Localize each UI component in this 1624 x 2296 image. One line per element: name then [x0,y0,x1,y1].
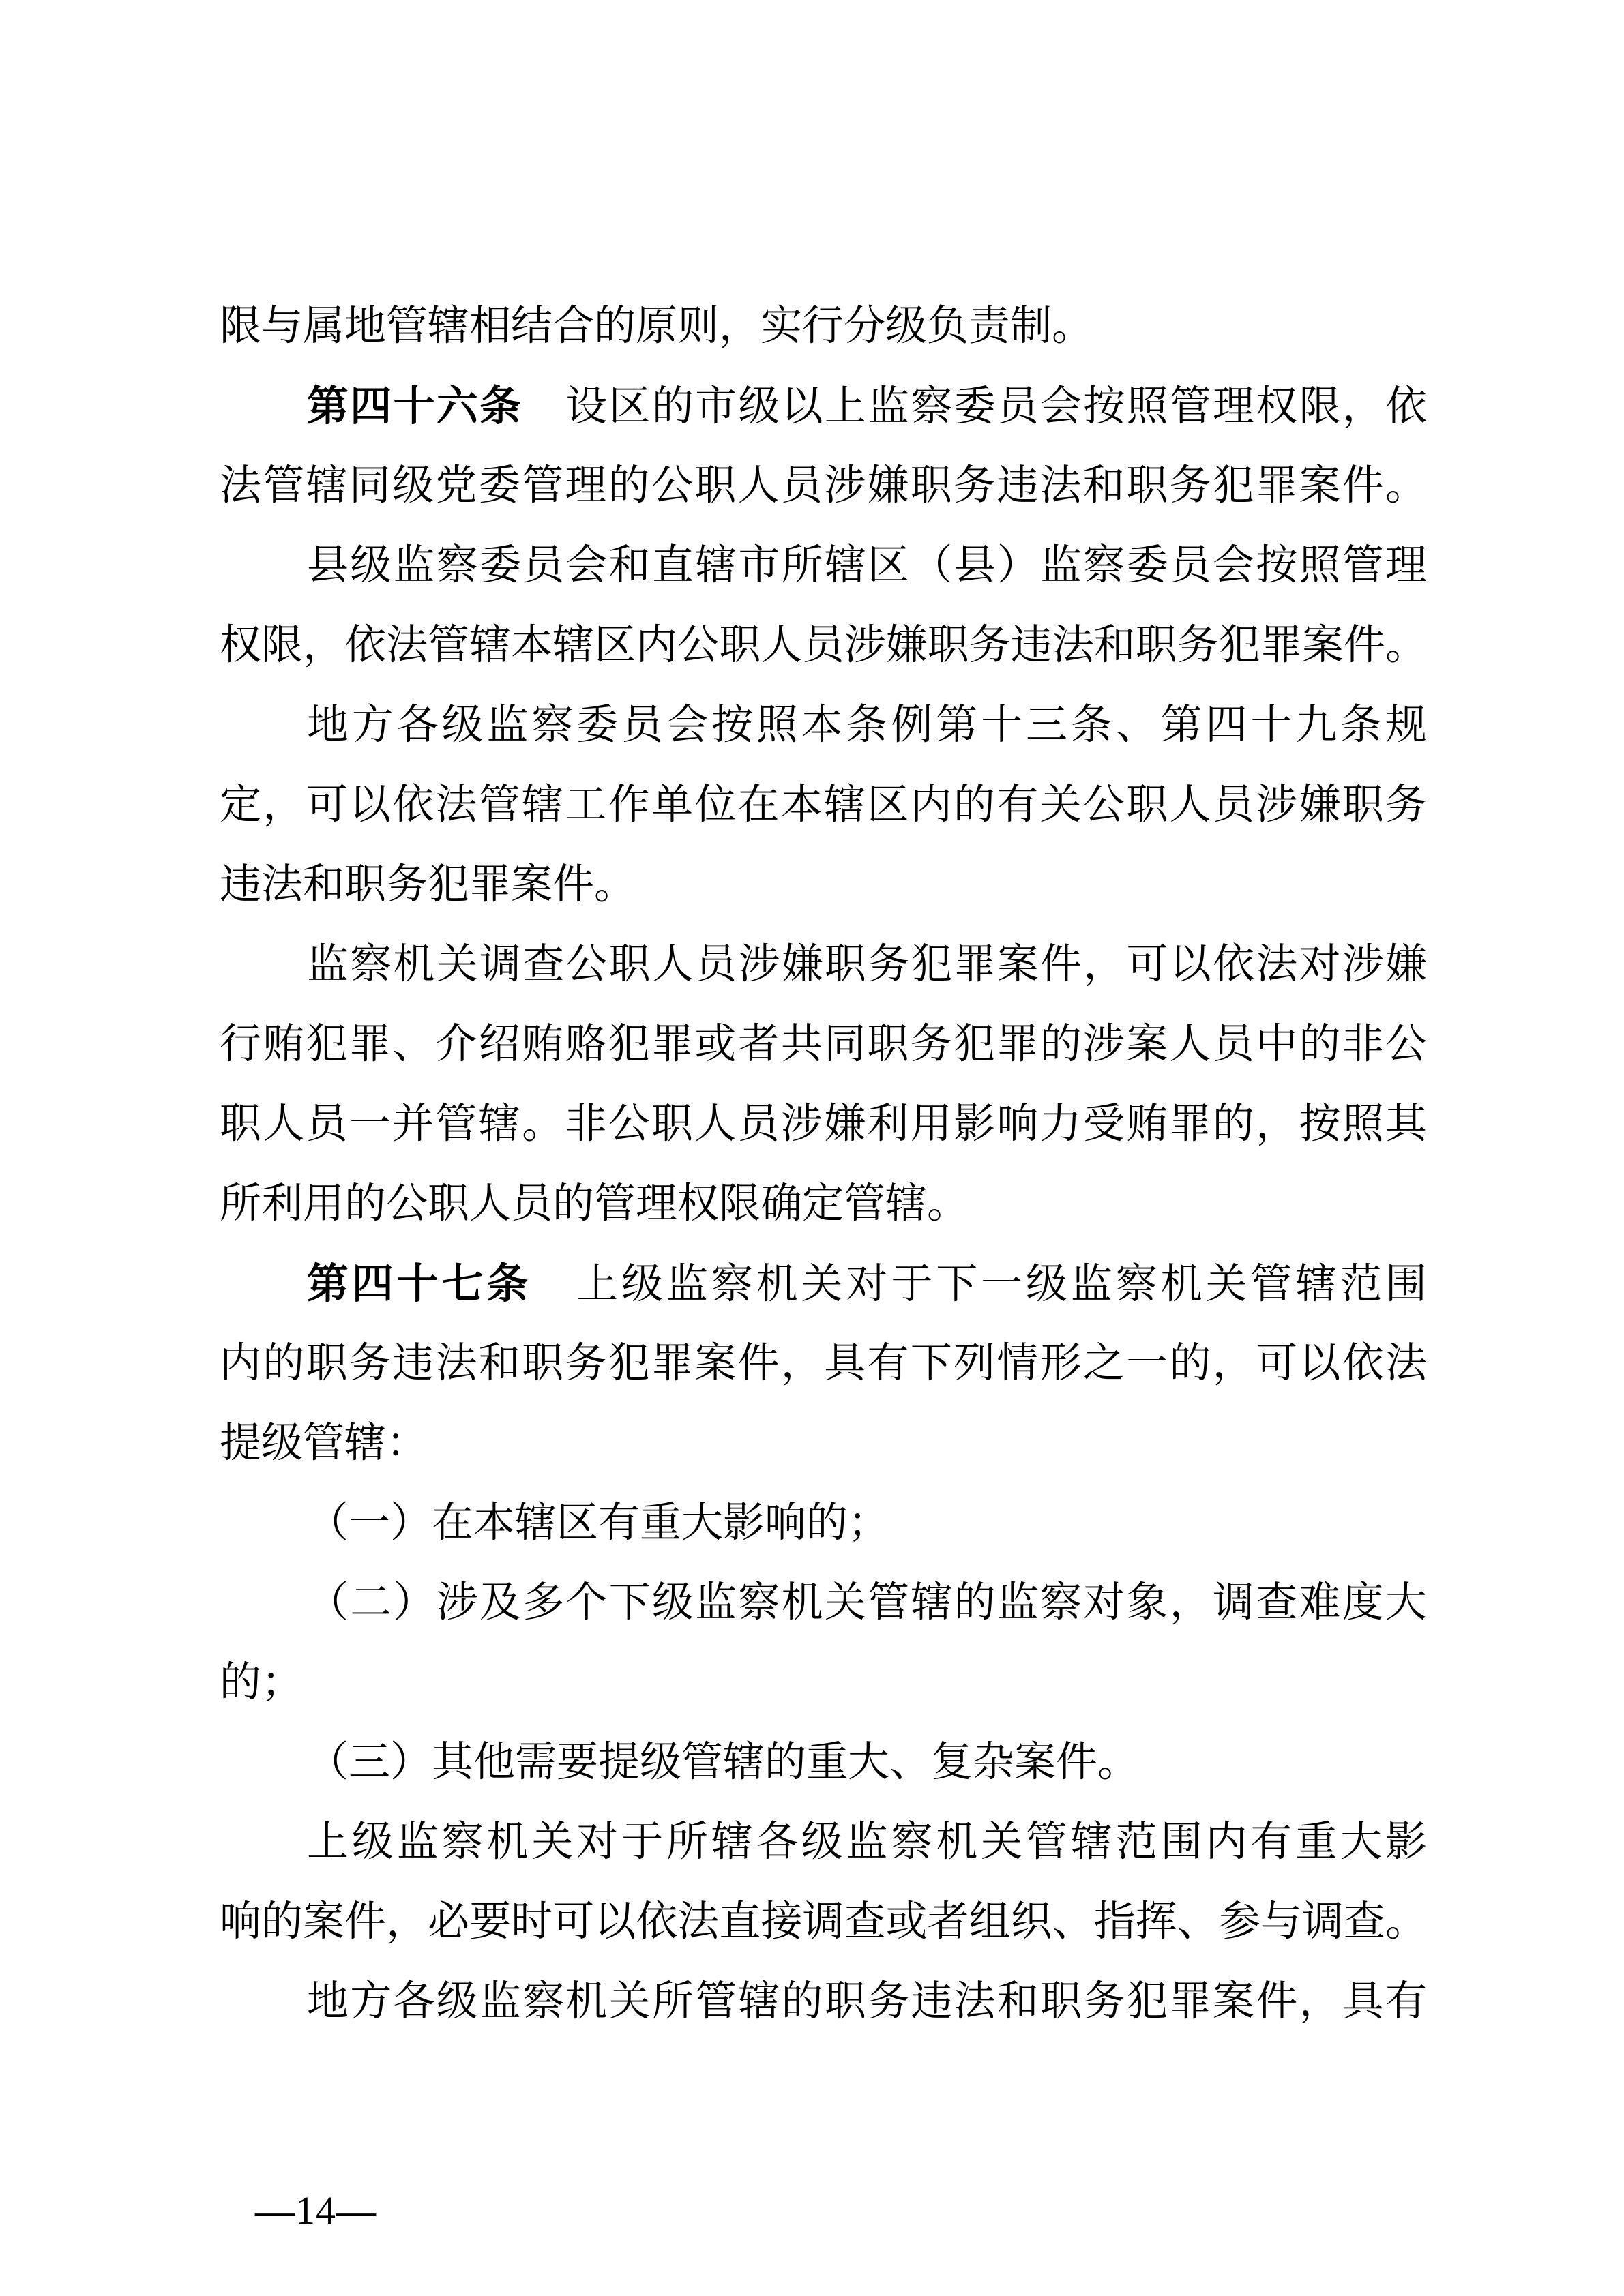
text-line-6: 地方各级监察委员会按照本条例第十三条、第四十九条规 [307,702,1427,748]
text-line-17: （二）涉及多个下级监察机关管辖的监察对象，调查难度大 [307,1580,1427,1626]
text-line-9: 监察机关调查公职人员涉嫌职务犯罪案件，可以依法对涉嫌 [307,942,1427,987]
text-line-5: 权限，依法管辖本辖区内公职人员涉嫌职务违法和职务犯罪案件。 [220,623,1427,668]
text-line-2 [220,366,1427,446]
article-first-line-text: 设区的市级以上监察委员会按照管理权限，依 [522,384,1427,430]
article-first-line-text: 上级监察机关对于下一级监察机关管辖范围 [531,1262,1427,1307]
text-line-3: 法管辖同级党委管理的公职人员涉嫌职务违法和职务犯罪案件。 [220,463,1427,509]
text-line-15: 提级管辖： [220,1420,428,1466]
text-line-1: 限与属地管辖相结合的原则，实行分级负责制。 [220,303,1094,349]
text-line-20: 上级监察机关对于所辖各级监察机关管辖范围内有重大影 [307,1819,1427,1865]
text-line-10: 行贿犯罪、介绍贿赂犯罪或者共同职务犯罪的涉案人员中的非公 [220,1022,1427,1067]
text-line-19: （三）其他需要提级管辖的重大、复杂案件。 [307,1740,1140,1785]
article-number-bold: 第四十六条 [307,383,523,429]
text-line-13 [220,1244,1427,1324]
text-line-8: 违法和职务犯罪案件。 [220,862,636,908]
article-number-bold: 第四十七条 [307,1260,532,1307]
text-line-18: 的； [220,1660,304,1705]
text-line-21: 响的案件，必要时可以依法直接调查或者组织、指挥、参与调查。 [220,1899,1427,1945]
text-line-11: 职人员一并管辖。非公职人员涉嫌利用影响力受贿罪的，按照其 [220,1101,1427,1147]
text-line-16: （一）在本辖区有重大影响的； [307,1500,890,1546]
text-line-12: 所利用的公职人员的管理权限确定管辖。 [220,1181,969,1227]
text-line-4: 县级监察委员会和直辖市所辖区（县）监察委员会按照管理 [307,543,1427,588]
page-number: —14— [255,2188,377,2233]
text-line-22: 地方各级监察机关所管辖的职务违法和职务犯罪案件，具有 [307,1979,1427,2025]
text-line-14: 内的职务违法和职务犯罪案件，具有下列情形之一的，可以依法 [220,1341,1427,1386]
document-body [220,286,1427,2042]
text-line-7: 定，可以依法管辖工作单位在本辖区内的有关公职人员涉嫌职务 [220,782,1427,828]
